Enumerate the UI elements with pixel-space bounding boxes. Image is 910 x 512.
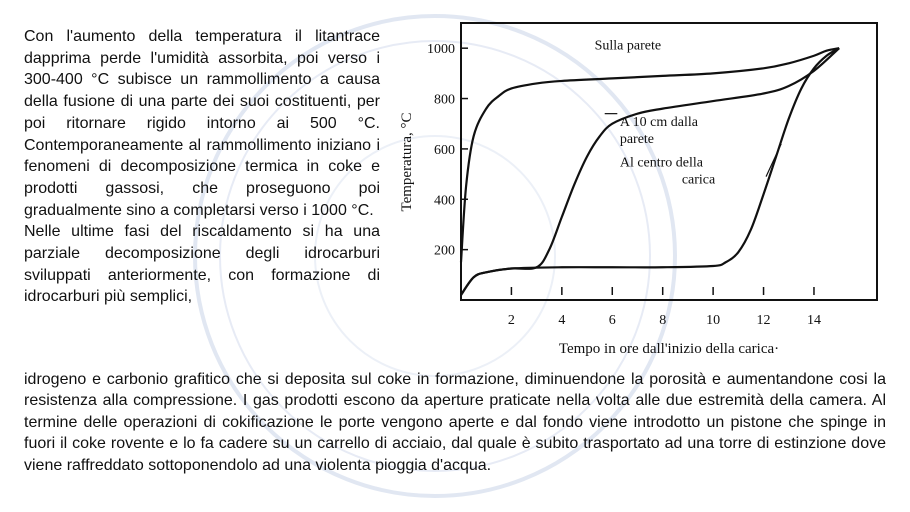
x-tick-label-2: 2	[507, 313, 515, 328]
chart-svg	[395, 14, 895, 364]
y-tick-label-1000: 1000	[427, 42, 455, 58]
series-label-sulla-parete	[595, 38, 661, 53]
x-tick-label-4: 4	[558, 313, 566, 328]
series-labels	[595, 38, 782, 187]
y-tick-label-400: 400	[434, 193, 455, 209]
paragraph-final-phases: Nelle ultime fasi del riscaldamento si ha una parziale decomposizione degli idrocarburi sviluppati anteriormente, con formazione di idrocarburi più semplici,	[24, 223, 380, 306]
paragraph-decomposition: Con l'aumento della temperatura il litantrace dapprima perde l'umidità assorbita, poi verso i 300-400 °C subisce un rammollimento a causa della fusione di una parte dei suoi costituenti, per poi ritornare rigido intorno ai 500 °C. Contemporaneamente al rammollimento iniziano i fenomeni di decomposizione termica in coke e prodotti gassosi, che proseguono poi gradualmente sino a completarsi verso i 1000 °C.	[24, 28, 380, 219]
x-tick-label-8: 8	[659, 313, 667, 328]
series-group	[461, 48, 839, 295]
y-tick-label-600: 600	[434, 142, 455, 158]
y-tick-label-200: 200	[434, 243, 455, 259]
series-label-line: parete	[619, 132, 655, 148]
series-line-a-10-cm	[461, 48, 839, 295]
x-axis	[508, 287, 821, 328]
series-label-al-centro	[620, 156, 716, 188]
y-axis-label: Temperatura, °C	[399, 112, 415, 212]
temperature-chart	[395, 14, 895, 364]
body-text-bottom: idrogeno e carbonio grafitico che si deposita sul coke in formazione, diminuendone la porosità e aumentandone cosi la resistenza alla compressione. I gas prodotti escono da aperture praticate nella volta alle due estremità della camera. Al termine delle operazioni di cokificazione le porte vengono aperte e dal fondo viene introdotto un pistone che spinge in fuori il coke rovente e lo fa cadere su un carrello di acciaio, dal quale è subito trasportato ad una torre di estinzione dove viene raffreddato sottoponendolo ad una violenta pioggia d'acqua.	[24, 371, 886, 474]
x-tick-label-6: 6	[608, 313, 616, 328]
series-line-al-centro	[461, 48, 839, 295]
x-axis-label: Tempo in ore dall'inizio della carica·	[558, 341, 780, 357]
series-label-line: Sulla parete	[594, 38, 662, 54]
series-label-line: Al centro della	[619, 155, 704, 171]
series-label-line: carica	[681, 172, 716, 188]
series-leader-al-centro	[766, 144, 781, 177]
body-text-top	[24, 26, 380, 308]
x-tick-label-10: 10	[706, 313, 721, 328]
series-label-line: A 10 cm dalla	[619, 115, 698, 131]
x-tick-label-14: 14	[806, 313, 821, 328]
x-tick-label-12: 12	[756, 313, 771, 328]
series-label-a-10-cm	[620, 115, 699, 147]
y-tick-label-800: 800	[434, 92, 455, 108]
